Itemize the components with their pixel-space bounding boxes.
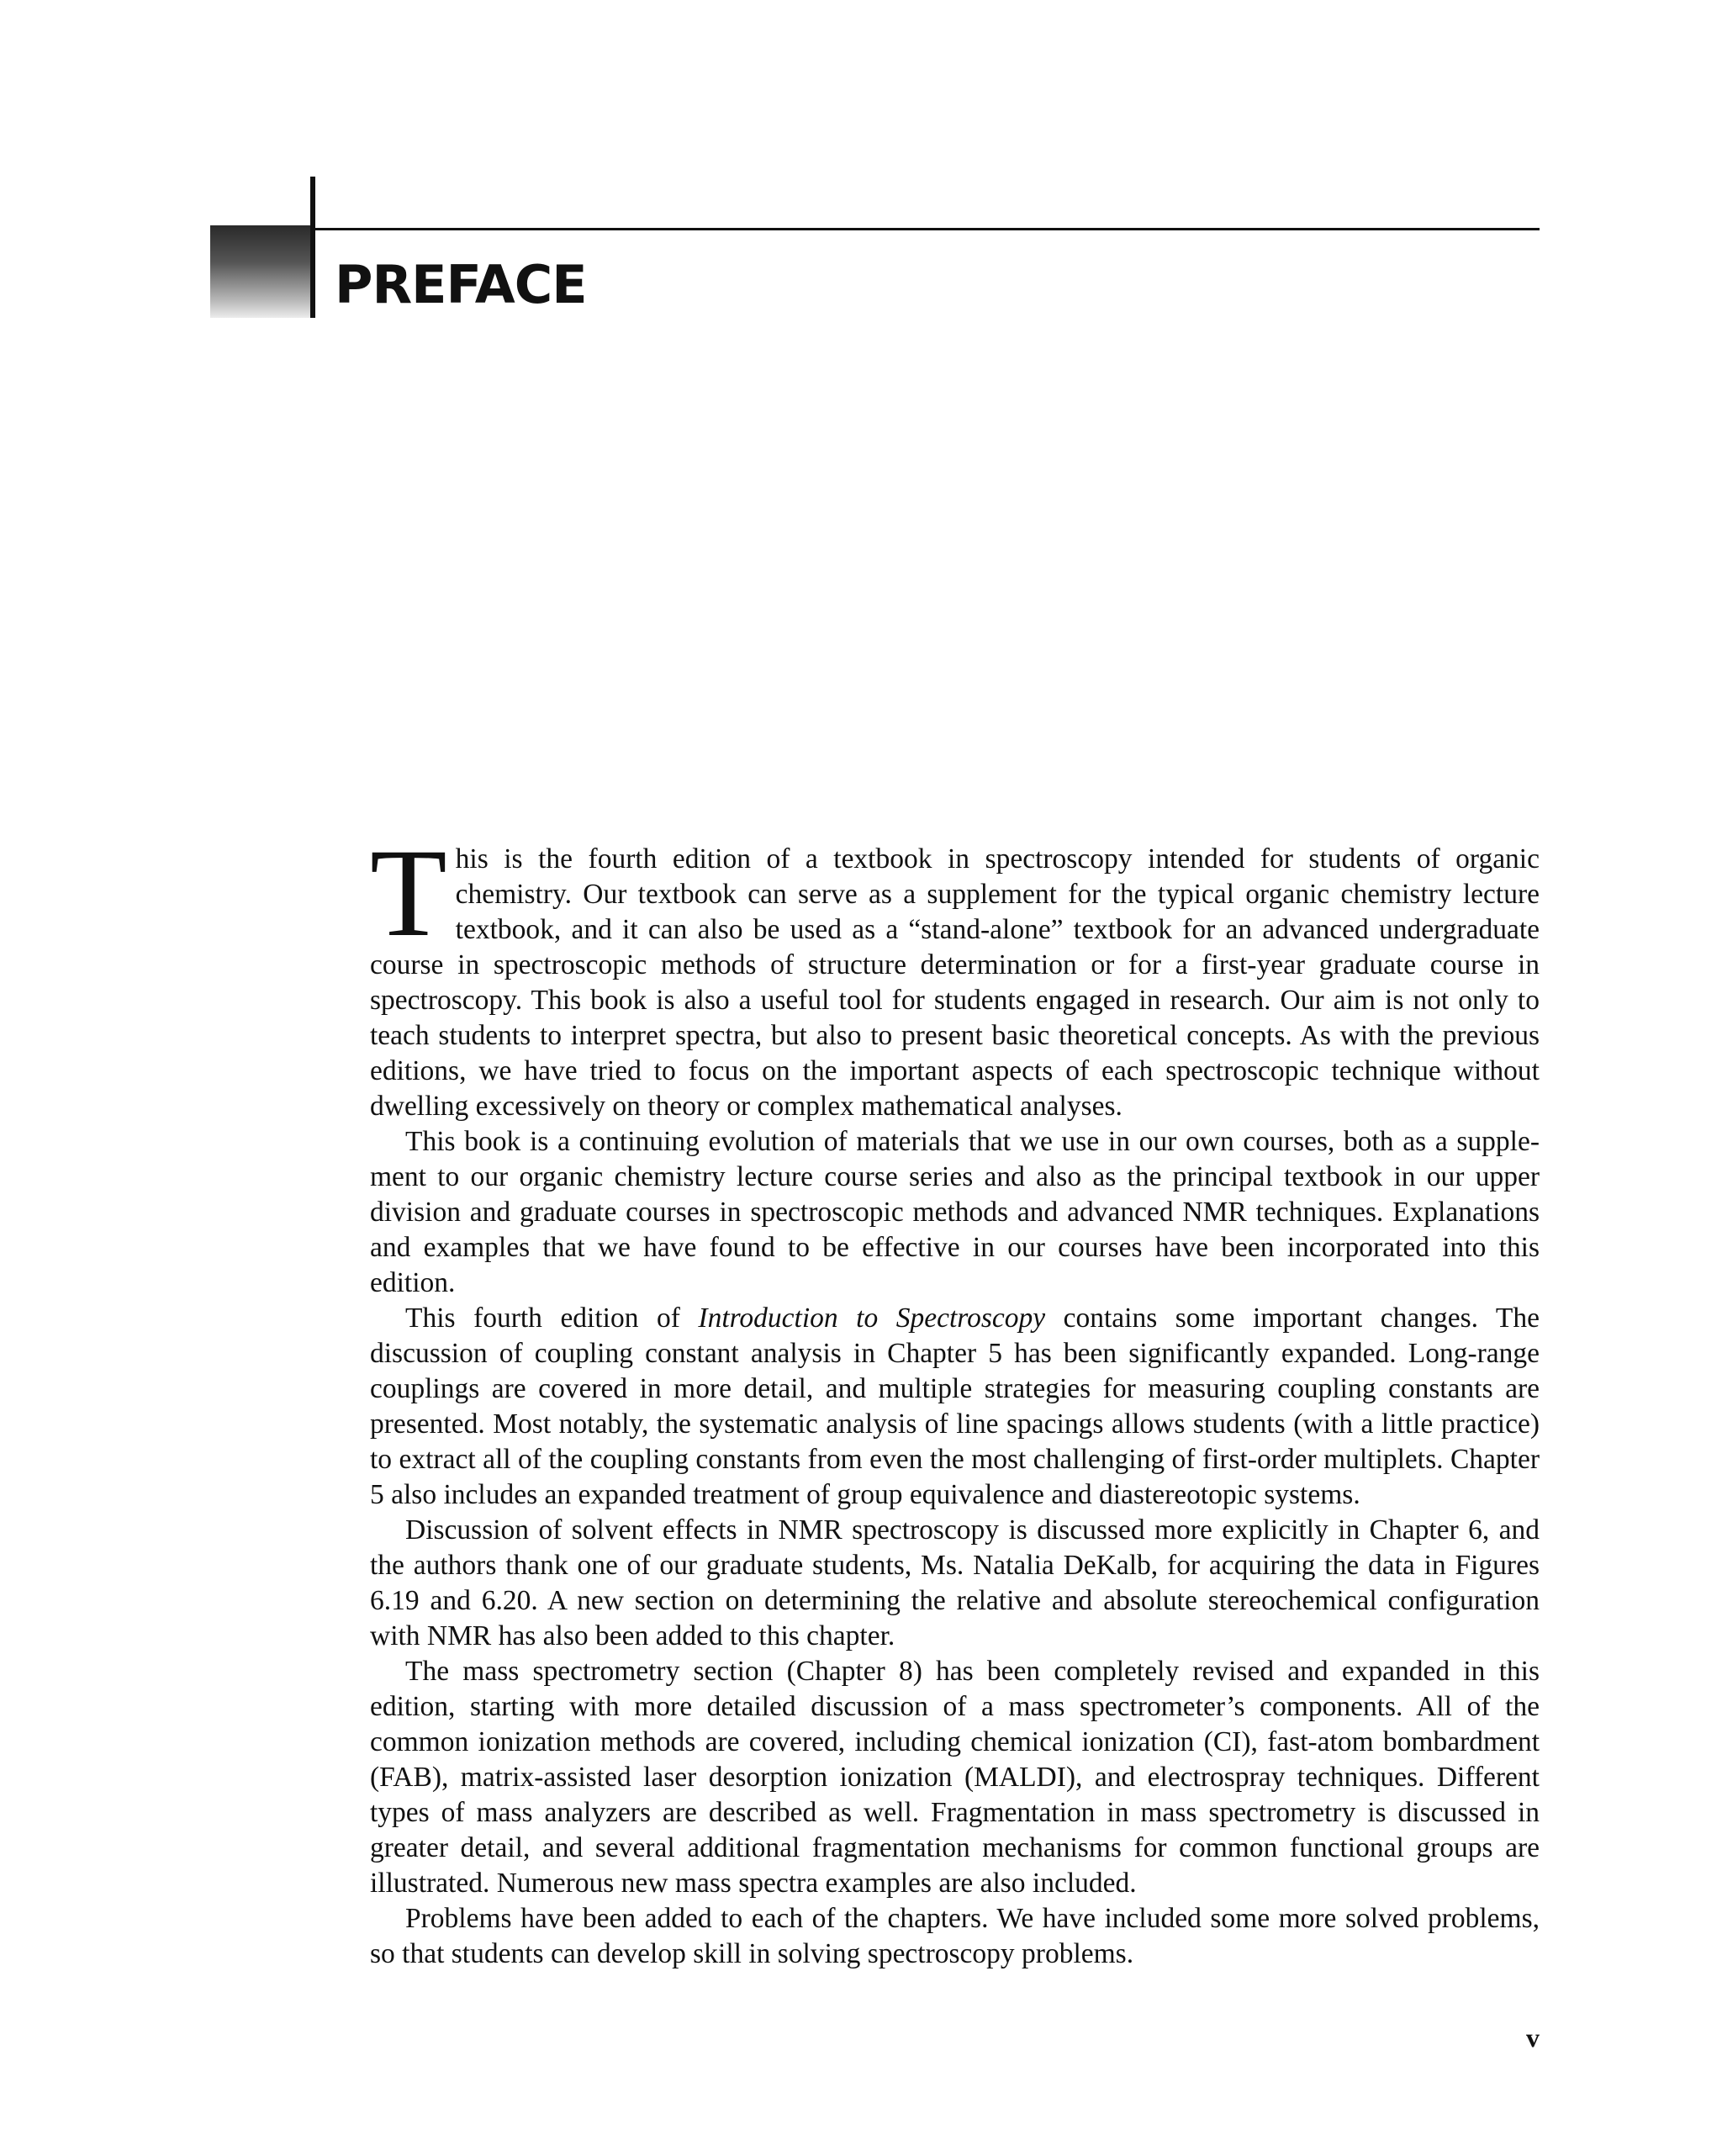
preface-body — [370, 823, 1540, 1972]
chapter-header-gradient-block — [210, 225, 311, 318]
paragraph-1 — [370, 823, 1540, 1124]
drop-cap: T — [370, 823, 447, 963]
paragraph-2: This book is a continuing evolution of materials that we use in our own courses, both as a supplement to our organic chemistry lecture course series and also as the principal textbook in our upper division and graduate courses in spectroscopic methods and advanced NMR techniques. Explanations and examples that we have found to be effective in our courses have been incorporated into this edition. — [370, 1126, 1540, 1298]
chapter-title: PREFACE — [335, 254, 587, 315]
paragraph-3 — [370, 1301, 1540, 1513]
book-title-italic: Introduction to Spectroscopy — [698, 1303, 1046, 1334]
paragraph-6: Problems have been added to each of the chapters. We have included some more solved problems, so that students can develop skill in solving spectroscopy problems. — [370, 1903, 1540, 1969]
paragraph-4: Discussion of solvent effects in NMR spectroscopy is discussed more explicitly in Chapter 6, and the authors thank one of our graduate students, Ms. Natalia DeKalb, for acquiring the data in Figures 6.19 and 6.20. A new section on determining the relative and absolute stereochemical configuration with NMR has also been added to this chapter. — [370, 1514, 1540, 1651]
paragraph-3-text-after: contains some important changes. The discussion of coupling constant analysis in Chapter 5 has been significantly expanded. Long-range couplings are covered in more detail, and multiple strategies for measuring coupling constants are presented. Most notably, the systematic analysis of line spacings allows students (with a little practice) to extract all of the coupling constants from even the most challenging of first-order multiplets. Chapter 5 also includes an expanded treatment of group equivalence and diastereotopic systems. — [370, 1303, 1540, 1510]
paragraph-1-text: his is the fourth edition of a textbook in spectroscopy intended for students of organic chemistry. Our textbook can serve as a supplement for the typical organic chemistry lecture textbook, and it can also be used as a “stand-alone” textbook for an advanced undergraduate course in spectroscopic methods of structure determination or for a first-year graduate course in spectroscopy. This book is also a useful tool for students engaged in research. Our aim is not only to teach students to interpret spectra, but also to present basic theoretical concepts. As with the previous editions, we have tried to focus on the important aspects of each spectroscopic technique without dwelling excessively on theory or complex mathematical analyses. — [370, 843, 1540, 1122]
chapter-header-horizontal-rule — [310, 228, 1540, 230]
chapter-header-vertical-rule — [310, 177, 315, 318]
paragraph-5: The mass spectrometry section (Chapter 8) has been completely revised and expanded in this edition, starting with more detailed discussion of a mass spectrometer’s components. All of the common ionization methods are covered, including chemical ionization (CI), fast-atom bombardment (FAB), matrix-assisted laser desorption ionization (MALDI), and electrospray techniques. Different types of mass analyzers are described as well. Fragmentation in mass spectrometry is discussed in greater detail, and several additional fragmentation mechanisms for common functional groups are illustrated. Numerous new mass spectra examples are also included. — [370, 1656, 1540, 1899]
page-number: v — [1526, 2022, 1540, 2053]
paragraph-3-text-before: This fourth edition of — [405, 1303, 699, 1334]
